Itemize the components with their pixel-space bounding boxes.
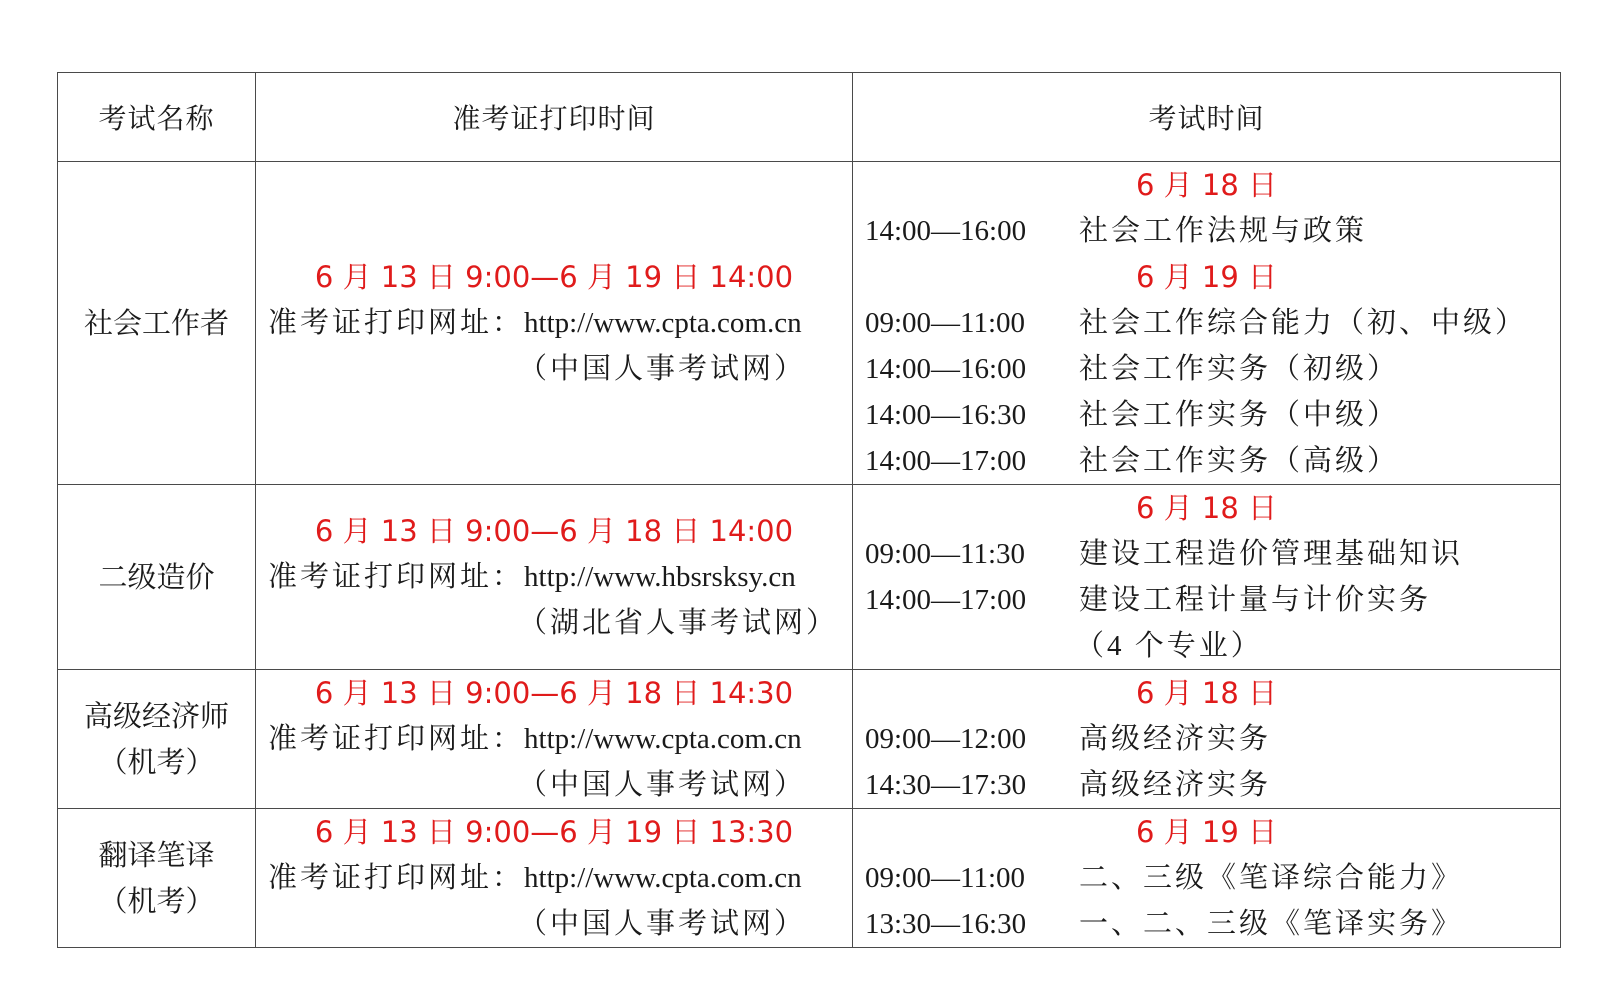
header-exam-name: 考试名称 [58,73,256,162]
exam-note: （4 个专业） [1075,630,1263,662]
session-time: 14:00—16:00 [865,353,1027,385]
session-time: 14:00—16:00 [865,215,1027,247]
exam-time-cell [853,670,1561,809]
print-site-name: （湖北省人事考试网） [518,607,839,639]
exam-session [853,855,1560,901]
session-subject: 社会工作综合能力（初、中级） [1079,307,1528,339]
session-time: 09:00—12:00 [865,723,1027,755]
exam-session [853,346,1560,392]
print-time-range: 6 月 13 日 9:00—6 月 19 日 14:00 [314,260,794,294]
exam-date: 6 月 19 日 [1135,260,1277,294]
session-time: 14:00—16:30 [865,399,1027,431]
exam-session [853,438,1560,484]
print-time-range: 6 月 13 日 9:00—6 月 18 日 14:30 [314,676,794,710]
session-subject: 社会工作实务（中级） [1079,399,1400,431]
print-url-link[interactable]: http://www.cpta.com.cn [524,723,802,755]
exam-name: 社会工作者 [83,306,229,340]
exam-name: 高级经济师 [83,699,229,733]
session-time: 09:00—11:00 [865,307,1026,339]
exam-session [853,300,1560,346]
session-time: 14:00—17:00 [865,584,1027,616]
header-row [58,73,1561,162]
print-url-line [256,300,852,346]
session-subject: 社会工作实务（初级） [1079,353,1400,385]
session-time: 09:00—11:00 [865,862,1026,894]
print-url-line [256,855,852,901]
header-print-time: 准考证打印时间 [256,73,853,162]
exam-name-cell [58,809,256,948]
exam-time-cell [853,809,1561,948]
print-url-line [256,716,852,762]
header-exam-time: 考试时间 [853,73,1561,162]
exam-date: 6 月 18 日 [1135,491,1277,525]
exam-session [853,901,1560,947]
exam-date: 6 月 18 日 [1135,676,1277,710]
session-subject: 二、三级《笔译综合能力》 [1079,862,1464,894]
print-url-line [256,554,852,600]
print-url-label: 准考证打印网址： [268,307,525,339]
exam-session [853,208,1560,254]
session-time: 14:30—17:30 [865,769,1027,801]
exam-name: （机考） [98,745,215,779]
session-subject: 高级经济实务 [1079,769,1272,801]
table-row [58,162,1561,485]
exam-schedule-sheet [57,72,1560,948]
exam-time-cell [853,485,1561,670]
print-site-name: （中国人事考试网） [518,353,807,385]
session-subject: 高级经济实务 [1079,723,1272,755]
print-site-name: （中国人事考试网） [518,908,807,940]
exam-session [853,392,1560,438]
print-url-link[interactable]: http://www.hbsrsksy.cn [524,561,796,593]
exam-session [853,577,1560,623]
exam-date: 6 月 19 日 [1135,815,1277,849]
exam-name: （机考） [98,884,215,918]
exam-session [853,531,1560,577]
print-info-cell [256,485,853,670]
session-time: 09:00—11:30 [865,538,1026,570]
print-site-name: （中国人事考试网） [518,769,807,801]
table-row [58,809,1561,948]
exam-schedule-table [57,72,1561,948]
print-url-label: 准考证打印网址： [268,723,525,755]
print-time-range: 6 月 13 日 9:00—6 月 18 日 14:00 [314,514,794,548]
print-info-cell [256,809,853,948]
exam-session [853,716,1560,762]
print-info-cell [256,162,853,485]
exam-name-cell [58,162,256,485]
exam-date: 6 月 18 日 [1135,168,1277,202]
session-subject: 建设工程造价管理基础知识 [1079,538,1464,570]
table-row [58,670,1561,809]
session-subject: 建设工程计量与计价实务 [1079,584,1432,616]
session-subject: 社会工作法规与政策 [1079,215,1368,247]
exam-name-cell [58,485,256,670]
exam-name: 二级造价 [98,560,215,594]
exam-name-cell [58,670,256,809]
print-url-link[interactable]: http://www.cpta.com.cn [524,307,802,339]
print-info-cell [256,670,853,809]
exam-time-cell [853,162,1561,485]
exam-session [853,762,1560,808]
print-url-label: 准考证打印网址： [268,561,525,593]
session-time: 14:00—17:00 [865,445,1027,477]
session-subject: 社会工作实务（高级） [1079,445,1400,477]
session-subject: 一、二、三级《笔译实务》 [1079,908,1464,940]
print-url-link[interactable]: http://www.cpta.com.cn [524,862,802,894]
table-row [58,485,1561,670]
print-url-label: 准考证打印网址： [268,862,525,894]
print-time-range: 6 月 13 日 9:00—6 月 19 日 13:30 [314,815,794,849]
session-time: 13:30—16:30 [865,908,1027,940]
exam-name: 翻译笔译 [98,838,215,872]
